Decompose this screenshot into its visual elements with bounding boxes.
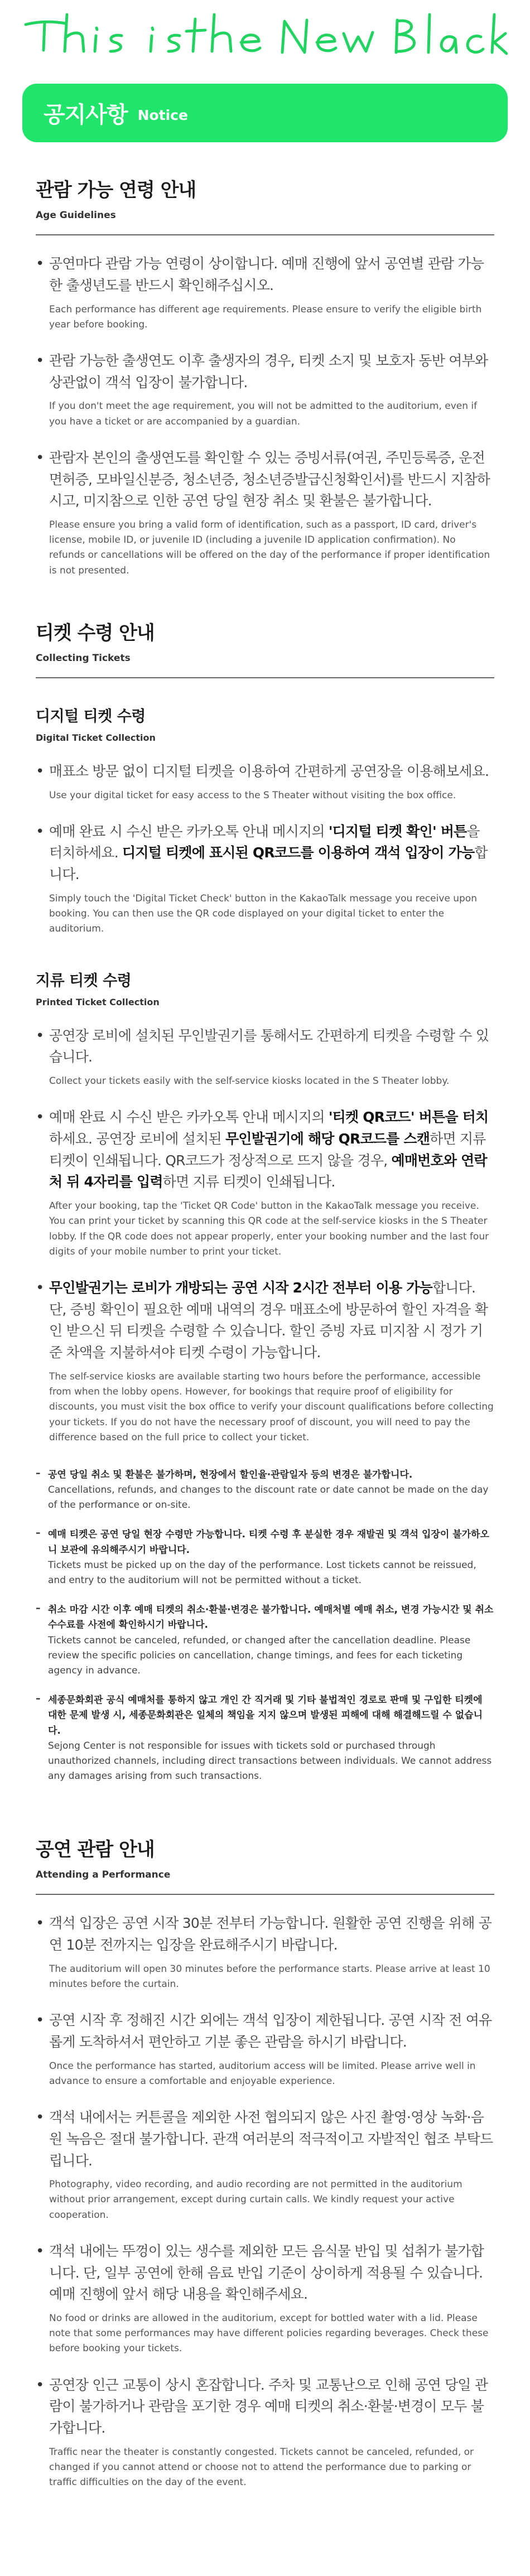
bullet-icon: • xyxy=(36,352,45,369)
note-text-kr: 예매 티켓은 공연 당일 현장 수령만 가능합니다. 티켓 수령 후 분실한 경우 재발권 및 객석 입장이 불가하오니 보관에 유의해주시기 바랍니다. xyxy=(48,1529,489,1556)
list-item xyxy=(36,761,494,803)
list-item xyxy=(36,2010,494,2089)
bullet-icon: • xyxy=(36,2012,45,2029)
item-text-kr: 공연 시작 후 정해진 시간 외에는 객석 입장이 제한됩니다. 공연 시작 전 여유롭게 도착하셔서 편안하고 기분 좋은 관람을 하시기 바랍니다. xyxy=(49,2012,492,2050)
bullet-icon: • xyxy=(36,823,45,840)
subsection-title: 지류 티켓 수령 xyxy=(36,972,132,990)
item-text-en: The self-service kiosks are available starting two hours before the performance, accessible from when the lobby opens. However, for bookings that require proof of eligibility for discounts, you must visit the box office to verify your discount qualifications before collecting your tickets. If you do not have the necessary proof of discount, you will need to pay the difference based on the full price to collect your ticket. xyxy=(49,1371,494,1443)
item-text-en: Collect your tickets easily with the self-service kiosks located in the S Theater lobby. xyxy=(49,1075,450,1087)
notice-content xyxy=(0,175,530,2490)
item-text-en: Each performance has different age requirements. Please ensure to verify the eligible birth year before booking. xyxy=(49,303,482,330)
subsection-title: 디지털 티켓 수령 xyxy=(36,707,146,725)
section-subtitle: Age Guidelines xyxy=(36,210,116,221)
section-title: 공연 관람 안내 xyxy=(36,1839,155,1861)
list-item xyxy=(36,350,494,430)
item-text-kr: 예매 완료 시 수신 받은 카카오톡 안내 메시지의 '디지털 티켓 확인' 버튼을 터치하세요. 디지털 티켓에 표시된 QR코드를 이용하여 객석 입장이 가능합니다. xyxy=(49,823,488,883)
note-text-en: Sejong Center is not responsible for issues with tickets sold or purchased through unauthorized channels, including direct transactions between individuals. We cannot address any damages arising from such transactions. xyxy=(48,1740,492,1782)
subsection-subtitle: Digital Ticket Collection xyxy=(36,732,156,743)
item-text-en: Use your digital ticket for easy access to the S Theater without visiting the box office. xyxy=(49,789,456,801)
bullet-icon: • xyxy=(36,2376,45,2394)
note-text-en: Tickets cannot be canceled, refunded, or changed after the cancellation deadline. Please review the specific policies on cancellation, change timings, and fees for each ticketing agency in advance. xyxy=(48,1634,471,1676)
section-title: 관람 가능 연령 안내 xyxy=(36,179,196,201)
item-text-en: Once the performance has started, auditorium access will be limited. Please arrive well in advance to ensure a comfortable and enjoyable experience. xyxy=(49,2060,476,2087)
handwritten-logo xyxy=(22,11,508,64)
item-text-kr: 공연장 로비에 설치된 무인발권기를 통해서도 간편하게 티켓을 수령할 수 있습니다. xyxy=(49,1027,489,1065)
list-item xyxy=(36,1025,494,1089)
item-text-kr: 공연장 인근 교통이 상시 혼잡합니다. 주차 및 교통난으로 인해 공연 당일 관람이 불가하거나 관람을 포기한 경우 예매 티켓의 취소·환불·변경이 모두 불가합니다. xyxy=(49,2376,488,2437)
tickets-section xyxy=(36,618,494,1784)
section-divider xyxy=(36,1894,494,1895)
list-item xyxy=(36,253,494,332)
list-item xyxy=(36,2241,494,2357)
note-text-kr: 취소 마감 시간 이후 예매 티켓의 취소·환불·변경은 불가합니다. 예매처별 예매 취소, 변경 가능시간 및 취소 수수료를 사전에 확인하시기 바랍니다. xyxy=(48,1604,494,1631)
item-text-kr: 객석 입장은 공연 시작 30분 전부터 가능합니다. 원활한 공연 진행을 위해 공연 10분 전까지는 입장을 완료해주시기 바랍니다. xyxy=(49,1915,492,1953)
item-text-kr: 매표소 방문 없이 디지털 티켓을 이용하여 간편하게 공연장을 이용해보세요. xyxy=(49,763,489,779)
item-text-en: Photography, video recording, and audio recording are not permitted in the auditorium without prior arrangement, except during curtain calls. We kindly request your active cooperation. xyxy=(49,2179,462,2221)
section-subtitle: Collecting Tickets xyxy=(36,652,131,664)
notes-list xyxy=(36,1468,494,1784)
item-text-en: Traffic near the theater is constantly congested. Tickets cannot be canceled, refunded, or changed if you cannot attend or choose not to attend the performance due to parking or traffic difficulties on the day of the event. xyxy=(49,2446,474,2488)
bullet-icon: • xyxy=(36,1279,45,1296)
bullet-icon: • xyxy=(36,449,45,466)
item-text-kr: 무인발권기는 로비가 개방되는 공연 시작 2시간 전부터 이용 가능합니다. 단, 증빙 확인이 필요한 예매 내역의 경우 매표소에 방문하여 할인 자격을 확인 받으신 뒤 티켓을 수령할 수 있습니다. 할인 증빙 자료 미지참 시 정가 기준 차액을 지불하셔야 티켓 수령이 가능합니다. xyxy=(49,1279,488,1361)
list-item xyxy=(36,1277,494,1445)
note-item xyxy=(36,1468,494,1513)
note-item xyxy=(36,1603,494,1678)
item-text-kr: 공연마다 관람 가능 연령이 상이합니다. 예매 진행에 앞서 공연별 관람 가능한 출생년도를 반드시 확인해주십시오. xyxy=(49,255,484,293)
item-text-kr: 객석 내에서는 커튼콜을 제외한 사전 협의되지 않은 사진 촬영·영상 녹화·음원 녹음은 절대 불가합니다. 관객 여러분의 적극적이고 자발적인 협조 부탁드립니다. xyxy=(49,2109,493,2169)
item-text-en: If you don't meet the age requirement, you will not be admitted to the auditorium, even if you have a ticket or are accompanied by a guardian. xyxy=(49,401,478,427)
note-text-kr: 세종문화회관 공식 예매처를 통하지 않고 개인 간 직거래 및 기타 불법적인 경로로 판매 및 구입한 티켓에 대한 문제 발생 시, 세종문화회관은 일체의 책임을 지지 않으며 발생된 피해에 대해 해결해드릴 수 없습니다. xyxy=(48,1695,483,1736)
list-item xyxy=(36,821,494,937)
bullet-icon: • xyxy=(36,1027,45,1044)
subsection-subtitle: Printed Ticket Collection xyxy=(36,996,160,1007)
note-item xyxy=(36,1527,494,1588)
bullet-icon: • xyxy=(36,1109,45,1126)
note-text-en: Cancellations, refunds, and changes to the discount rate or date cannot be made on the day of the performance or on-site. xyxy=(48,1484,489,1511)
notice-banner xyxy=(22,84,508,142)
banner-title-kr: 공지사항 xyxy=(44,102,128,128)
bullet-icon: • xyxy=(36,255,45,272)
bullet-icon: • xyxy=(36,763,45,780)
note-text-kr: 공연 당일 취소 및 환불은 불가하며, 현장에서 할인율·관람일자 등의 변경은 불가합니다. xyxy=(48,1469,413,1480)
item-text-kr: 객석 내에는 뚜껑이 있는 생수를 제외한 모든 음식물 반입 및 섭취가 불가합니다. 단, 일부 공연에 한해 음료 반입 기준이 상이하게 적용될 수 있습니다. 예매 진행에 앞서 해당 내용을 확인해주세요. xyxy=(49,2242,484,2303)
dash-icon: – xyxy=(36,1527,41,1539)
item-text-en: Simply touch the 'Digital Ticket Check' button in the KakaoTalk message you receive upon booking. You can then use the QR code displayed on your digital ticket to enter the auditorium. xyxy=(49,893,477,935)
dash-icon: – xyxy=(36,1693,41,1705)
list-item xyxy=(36,2107,494,2223)
banner-title-en: Notice xyxy=(137,107,188,123)
bullet-icon: • xyxy=(36,2242,45,2260)
item-text-en: Please ensure you bring a valid form of identification, such as a passport, ID card, driver's license, mobile ID, or juvenile ID (including a juvenile ID application confirmation). No refunds or cancellations will be offered on the day of the performance if proper identification is not presented. xyxy=(49,519,490,576)
note-item xyxy=(36,1693,494,1784)
bullet-icon: • xyxy=(36,1915,45,1932)
dash-icon: – xyxy=(36,1467,41,1479)
list-item xyxy=(36,1913,494,1992)
item-text-en: No food or drinks are allowed in the auditorium, except for bottled water with a lid. Please note that some performances may have different policies regarding beverages. Check these before booking your tickets. xyxy=(49,2313,489,2355)
bullet-icon: • xyxy=(36,2109,45,2126)
section-divider xyxy=(36,677,494,678)
item-text-kr: 관람자 본인의 출생연도를 확인할 수 있는 증빙서류(여권, 주민등록증, 운전면허증, 모바일신분증, 청소년증, 청소년증발급신청확인서)를 반드시 지참하시고, 미지참으로 인한 공연 당일 현장 취소 및 환불은 불가합니다. xyxy=(49,449,490,509)
hero-header xyxy=(0,0,530,73)
age-section xyxy=(36,175,494,578)
list-item xyxy=(36,1107,494,1260)
dash-icon: – xyxy=(36,1603,41,1614)
section-title: 티켓 수령 안내 xyxy=(36,621,155,644)
item-text-kr: 예매 완료 시 수신 받은 카카오톡 안내 메시지의 '티켓 QR코드' 버튼을 터치하세요. 공연장 로비에 설치된 무인발권기에 해당 QR코드를 스캔하면 지류 티켓이 인쇄됩니다. QR코드가 정상적으로 뜨지 않을 경우, 예매번호와 연락처 뒤 4자리를 입력하면 지류 티켓이 인쇄됩니다. xyxy=(49,1109,489,1190)
list-item xyxy=(36,2375,494,2491)
item-text-en: After your booking, tap the 'Ticket QR Code' button in the KakaoTalk message you receive. You can print your ticket by scanning this QR code at the self-service kiosks in the S Theater lobby. If the QR code does not appear properly, enter your booking number and the last four digits of your mobile number to print your ticket. xyxy=(49,1200,489,1257)
item-text-kr: 관람 가능한 출생연도 이후 출생자의 경우, 티켓 소지 및 보호자 동반 여부와 상관없이 객석 입장이 불가합니다. xyxy=(49,352,488,390)
section-subtitle: Attending a Performance xyxy=(36,1869,171,1881)
attending-section xyxy=(36,1834,494,2490)
item-text-en: The auditorium will open 30 minutes before the performance starts. Please arrive at least 10 minutes before the curtain. xyxy=(49,1963,490,1990)
section-divider xyxy=(36,234,494,235)
note-text-en: Tickets must be picked up on the day of the performance. Lost tickets cannot be reissued, and entry to the auditorium will not be permitted without a ticket. xyxy=(48,1559,476,1586)
list-item xyxy=(36,447,494,578)
